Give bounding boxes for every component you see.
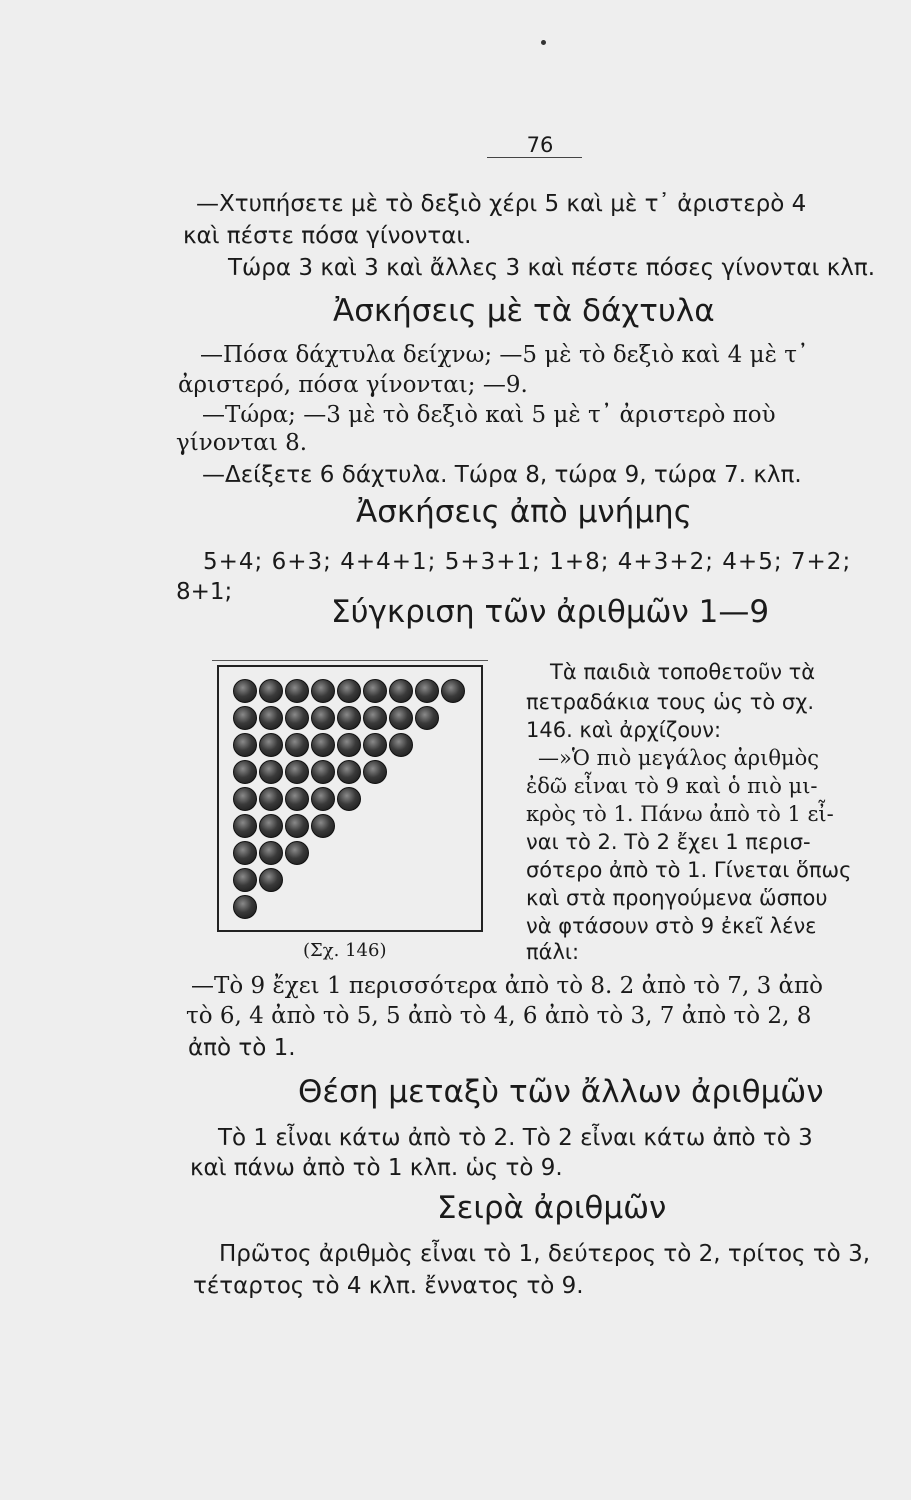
pebble [311, 787, 335, 811]
pebble [415, 706, 439, 730]
pebble [311, 679, 335, 703]
pebble [285, 733, 309, 757]
figure-text-line-8: σότερο ἀπὸ τὸ 1. Γίνεται ὅπως [526, 858, 852, 882]
pebble [285, 679, 309, 703]
pebble-row [233, 841, 309, 867]
pebble [363, 706, 387, 730]
intro-line-1: —Χτυπήσετε μὲ τὸ δεξιὸ χέρι 5 καὶ μὲ τ᾽ ἀριστερὸ 4 [196, 191, 807, 217]
pebble [285, 814, 309, 838]
pebble [233, 679, 257, 703]
memory-line-1: 5+4; 6+3; 4+4+1; 5+3+1; 1+8; 4+3+2; 4+5; 7+2; [203, 549, 852, 575]
figure-text-line-7: ναι τὸ 2. Τὸ 2 ἔχει 1 περισ- [526, 830, 811, 854]
pebble [415, 679, 439, 703]
pebble [311, 814, 335, 838]
pebble [363, 679, 387, 703]
order-line-2: τέταρτος τὸ 4 κλπ. ἔννατος τὸ 9. [193, 1273, 584, 1299]
pebble [233, 895, 257, 919]
fingers-line-4: γίνονται 8. [176, 430, 308, 456]
figure-text-line-11: πάλι: [526, 940, 580, 964]
intro-line-2: καὶ πέστε πόσα γίνονται. [183, 223, 472, 249]
pebble [259, 814, 283, 838]
pebble [311, 760, 335, 784]
pebble [363, 733, 387, 757]
after-figure-line-1: —Τὸ 9 ἔχει 1 περισσότερα ἀπὸ τὸ 8. 2 ἀπὸ τὸ 7, 3 ἀπὸ [191, 973, 824, 999]
pebble [233, 841, 257, 865]
pebble [259, 868, 283, 892]
pebble-row [233, 706, 439, 732]
figure-text-line-2: πετραδάκια τους ὡς τὸ σχ. [526, 690, 815, 714]
fingers-line-3: —Τώρα; —3 μὲ τὸ δεξιὸ καὶ 5 μὲ τ᾽ ἀριστερὸ ποὺ [202, 402, 776, 428]
pebble [337, 787, 361, 811]
pebble [389, 679, 413, 703]
pebble [285, 706, 309, 730]
pebble [233, 760, 257, 784]
figure-caption: (Σχ. 146) [303, 940, 387, 961]
fingers-line-5: —Δείξετε 6 δάχτυλα. Τώρα 8, τώρα 9, τώρα 7. κλπ. [202, 462, 802, 488]
memory-line-2: 8+1; [176, 579, 233, 605]
intro-line-3: Τώρα 3 καὶ 3 καὶ ἄλλες 3 καὶ πέστε πόσες γίνονται κλπ. [228, 255, 876, 281]
figure-text-line-1: Τὰ παιδιὰ τοποθετοῦν τὰ [550, 660, 816, 684]
pebble-figure [217, 665, 483, 932]
pebble [337, 679, 361, 703]
pebble-row [233, 868, 283, 894]
print-speck [541, 40, 546, 45]
figure-text-line-4: —»Ὁ πιὸ μεγάλος ἀριθμὸς [538, 746, 820, 770]
pebble [389, 733, 413, 757]
pebble [259, 787, 283, 811]
fingers-line-1: —Πόσα δάχτυλα δείχνω; —5 μὲ τὸ δεξιὸ καὶ 4 μὲ τ᾽ [200, 342, 809, 368]
heading-number-order: Σειρὰ ἀριθμῶν [437, 1190, 667, 1226]
figure-text-line-6: κρὸς τὸ 1. Πάνω ἀπὸ τὸ 1 εἶ- [526, 802, 834, 826]
pebble [233, 868, 257, 892]
pebble [337, 760, 361, 784]
pebble-row [233, 733, 413, 759]
page-number: 76 [526, 133, 554, 157]
pebble [285, 760, 309, 784]
position-line-2: καὶ πάνω ἀπὸ τὸ 1 κλπ. ὡς τὸ 9. [190, 1155, 563, 1181]
after-figure-line-3: ἀπὸ τὸ 1. [188, 1035, 296, 1061]
heading-memory-exercises: Ἀσκήσεις ἀπὸ μνήμης [356, 494, 692, 530]
pebble [233, 706, 257, 730]
pebble [337, 733, 361, 757]
after-figure-line-2: τὸ 6, 4 ἀπὸ τὸ 5, 5 ἀπὸ τὸ 4, 6 ἀπὸ τὸ 3, 7 ἀπὸ τὸ 2, 8 [186, 1003, 812, 1029]
pebble [259, 733, 283, 757]
pebble [233, 787, 257, 811]
pebble [363, 760, 387, 784]
figure-top-rule [212, 660, 488, 661]
page-number-rule [487, 157, 582, 158]
pebble-row [233, 895, 257, 921]
figure-text-line-3: 146. καὶ ἀρχίζουν: [526, 718, 722, 742]
pebble [285, 841, 309, 865]
pebble [233, 733, 257, 757]
pebble-row [233, 814, 335, 840]
figure-text-line-9: καὶ στὰ προηγούμενα ὥσπου [526, 886, 828, 910]
pebble-row [233, 760, 387, 786]
figure-text-line-5: ἐδῶ εἶναι τὸ 9 καὶ ὁ πιὸ μι- [526, 774, 818, 798]
pebble-row [233, 787, 361, 813]
pebble [441, 679, 465, 703]
heading-position: Θέση μεταξὺ τῶν ἄλλων ἀριθμῶν [298, 1074, 824, 1110]
pebble [285, 787, 309, 811]
fingers-line-2: ἀριστερό, πόσα γίνονται; —9. [178, 372, 528, 398]
pebble-row [233, 679, 465, 705]
pebble [311, 733, 335, 757]
heading-finger-exercises: Ἀσκήσεις μὲ τὰ δάχτυλα [333, 293, 715, 329]
pebble [311, 706, 335, 730]
position-line-1: Τὸ 1 εἶναι κάτω ἀπὸ τὸ 2. Τὸ 2 εἶναι κάτω ἀπὸ τὸ 3 [218, 1125, 813, 1151]
pebble [259, 706, 283, 730]
order-line-1: Πρῶτος ἀριθμὸς εἶναι τὸ 1, δεύτερος τὸ 2, τρίτος τὸ 3, [219, 1241, 871, 1267]
pebble [259, 841, 283, 865]
figure-text-line-10: νὰ φτάσουν στὸ 9 ἐκεῖ λένε [526, 914, 817, 938]
pebble [233, 814, 257, 838]
pebble [337, 706, 361, 730]
heading-number-comparison: Σύγκριση τῶν ἀριθμῶν 1—9 [331, 594, 770, 630]
pebble [389, 706, 413, 730]
pebble [259, 679, 283, 703]
pebble [259, 760, 283, 784]
